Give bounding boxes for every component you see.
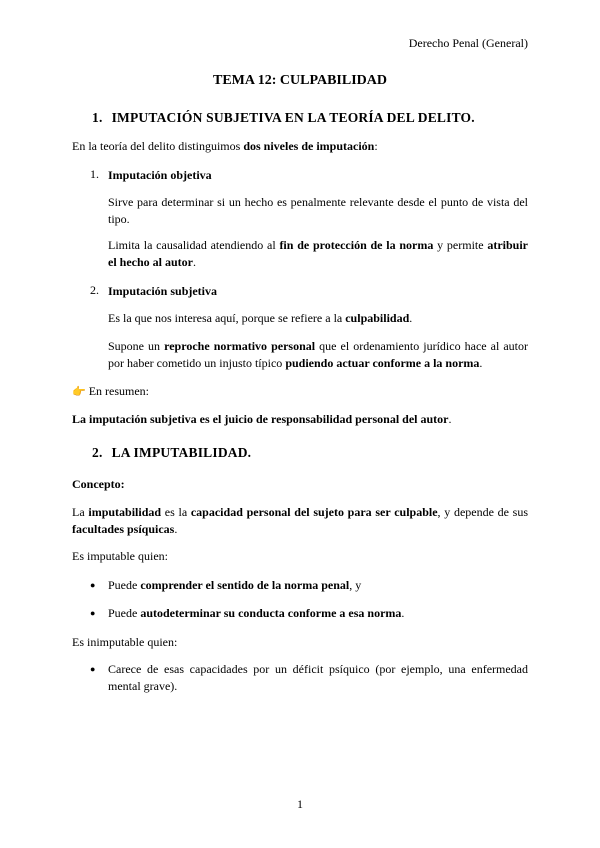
page-number: 1 (297, 797, 303, 811)
text: Puede (108, 606, 141, 620)
page-header: Derecho Penal (General) (408, 36, 528, 50)
summary-bold: La imputación subjetiva es el juicio de responsabilidad personal del autor (72, 412, 449, 426)
page-title: TEMA 12: CULPABILIDAD (213, 73, 387, 88)
item-1-paragraph-2 (108, 237, 528, 270)
imputable-item-1 (108, 577, 361, 594)
concept-label (72, 476, 125, 493)
intro-text: En la teoría del delito distinguimos (72, 139, 244, 153)
intro-post: : (374, 139, 378, 153)
inimputable-label: Es inimputable quien: (72, 635, 178, 649)
item-2-number: 2. (90, 283, 99, 297)
bullet-icon: ● (90, 608, 96, 618)
text: Es la que nos interesa aquí, porque se refiere a la (108, 311, 346, 325)
bold-text: autodeterminar su conducta conforme a esa norma (140, 606, 402, 620)
text: La (72, 505, 89, 519)
section-2-heading (92, 445, 251, 461)
text: y permite (433, 238, 488, 252)
summary-statement (72, 411, 451, 428)
item-1-title-text: Imputación objetiva (108, 168, 212, 182)
bold-text: imputabilidad (88, 505, 162, 519)
section-2-number: 2. (92, 445, 103, 460)
bold-text: fin de protección de la norma (279, 238, 434, 252)
item-1-title (108, 167, 212, 184)
bold-text: capacidad personal del sujeto para ser culpable (190, 505, 438, 519)
summary-label (72, 383, 149, 401)
summary-label-text: En resumen: (88, 384, 150, 398)
text: . (193, 254, 196, 269)
text: Supone un (108, 339, 165, 353)
text: . (409, 311, 413, 325)
bold-text: comprender el sentido de la norma penal (140, 578, 350, 592)
bold-text: pudiendo actuar conforme a la norma (285, 355, 480, 370)
text: es la (161, 505, 191, 519)
section-1-number: 1. (92, 110, 103, 125)
bullet-icon: ● (90, 664, 96, 674)
bullet-icon: ● (90, 580, 96, 590)
item-1-paragraph-1: Sirve para determinar si un hecho es penalmente relevante desde el punto de vista del tipo. (108, 195, 528, 226)
item-2-paragraph-1 (108, 310, 528, 327)
imputable-label: Es imputable quien: (72, 549, 168, 563)
text: . (479, 355, 483, 370)
bold-text: culpabilidad (345, 311, 410, 325)
section-1-title: IMPUTACIÓN SUBJETIVA EN LA TEORÍA DEL DELITO. (111, 110, 475, 125)
text: Puede (108, 578, 141, 592)
imputabilidad-definition (72, 504, 528, 537)
section-2-title: LA IMPUTABILIDAD. (111, 445, 252, 460)
inimputable-item-1: Carece de esas capacidades por un déficit psíquico (por ejemplo, una enfermedad mental grave). (108, 662, 528, 693)
section-1-heading (92, 110, 475, 126)
text: . (448, 412, 452, 426)
text: , y depende de sus (437, 505, 529, 519)
item-1-number: 1. (90, 167, 99, 181)
text: , y (349, 578, 362, 592)
text: Limita la causalidad atendiendo al (108, 238, 280, 252)
bold-text: reproche normativo personal (164, 339, 316, 353)
bold-text: facultades psíquicas (72, 521, 175, 536)
text: . (174, 521, 178, 536)
section-1-intro (72, 138, 378, 155)
item-2-title (108, 283, 217, 300)
item-2-title-text: Imputación subjetiva (108, 284, 218, 298)
item-2-paragraph-2 (108, 338, 528, 371)
text: . (401, 606, 405, 620)
intro-bold: dos niveles de imputación (243, 139, 375, 153)
text: que el ordenamiento jurídico hace al autor por haber cometido un injusto típico (108, 339, 529, 370)
concept-label-text: Concepto: (72, 477, 125, 491)
bold-text: atribuir el hecho al autor (108, 238, 528, 269)
pointing-hand-icon: 👉 (72, 385, 86, 398)
imputable-item-2 (108, 605, 404, 622)
